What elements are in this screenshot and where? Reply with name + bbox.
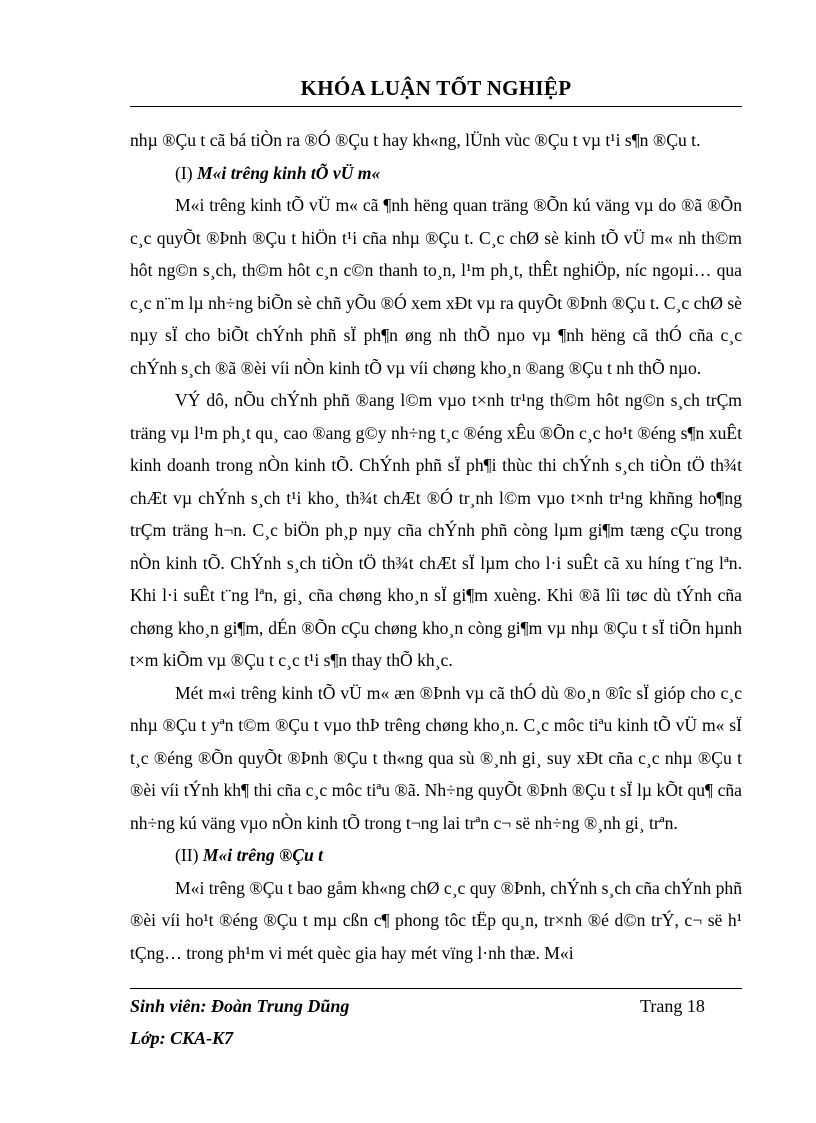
page-header-title: KHÓA LUẬN TỐT NGHIỆP bbox=[300, 76, 572, 100]
paragraph: Mét m«i trêng kinh tÕ vÜ m« æn ®Þnh vµ cã thÓ dù ®o¸n ®îc sÏ gióp cho c¸c nhµ ®Çu t yªn t©m ®Çu t vµo thÞ trêng chøng kho¸n. C¸c môc tiªu kinh tÕ vÜ m« sÏ t¸c ®éng ®Õn quyÕt ®Þnh ®Çu t th«ng qua sù ®¸nh gi¸ suy xÐt cña c¸c nhµ ®Çu t ®èi víi tÝnh kh¶ thi cña c¸c môc tiªu ®ã. Nh÷ng quyÕt ®Þnh ®Çu t sÏ lµ kÕt qu¶ cña nh÷ng kú väng vµo nÒn kinh tÕ trong t¬ng lai trªn c¬ së nh÷ng ®¸nh gi¸ trªn. bbox=[130, 682, 742, 833]
section-title: M«i trêng kinh tÕ vÜ m« bbox=[196, 162, 381, 183]
footer-divider bbox=[130, 988, 742, 989]
document-body bbox=[130, 124, 742, 969]
footer-student-name: Sinh viên: Đoàn Trung Dũng bbox=[130, 996, 350, 1016]
paragraph: M«i trêng ®Çu t bao gåm kh«ng chØ c¸c quy ®Þnh, chÝnh s¸ch cña chÝnh phñ ®èi víi ho¹t ®éng ®Çu t mµ cßn c¶ phong tôc tËp qu¸n, tr×nh ®é d©n trÝ, c¬ së h¹ tÇng… trong ph¹m vi mét quèc gia hay mét vïng l·nh thæ. M«i bbox=[130, 877, 742, 963]
section-heading bbox=[130, 839, 742, 872]
section-title: M«i trêng ®Çu t bbox=[202, 845, 324, 865]
footer-class-name: Lớp: CKA-K7 bbox=[130, 1028, 234, 1048]
header-divider bbox=[130, 106, 742, 107]
section-number: (I) bbox=[175, 162, 197, 183]
section-number: (II) bbox=[175, 845, 203, 865]
paragraph: VÝ dô, nÕu chÝnh phñ ®ang l©m vµo t×nh tr¹ng th©m hôt ng©n s¸ch trÇm träng vµ l¹m ph¸t qu¸ cao ®ang g©y nh÷ng t¸c ®éng xÊu ®Õn c¸c ho¹t ®éng s¶n xuÊt kinh doanh trong nÒn kinh tÕ. ChÝnh phñ sÏ ph¶i thùc thi chÝnh s¸ch tiÒn tÖ th¾t chÆt vµ chÝnh s¸ch t¹i kho¸ th¾t chÆt ®Ó tr¸nh l©m vµo t×nh tr¹ng khñng ho¶ng trÇm träng h¬n. C¸c biÖn ph¸p nµy cña chÝnh phñ còng lµm gi¶m tæng cÇu trong nÒn kinh tÕ. ChÝnh s¸ch tiÒn tÖ th¾t chÆt sÏ lµm cho l·i suÊt cã xu híng t¨ng lªn. Khi l·i suÊt t¨ng lªn, gi¸ cña chøng kho¸n sÏ gi¶m xuèng. Khi ®ã lîi tøc dù tÝnh cña chøng kho¸n gi¶m, dÉn ®Õn cÇu chøng kho¸n còng gi¶m vµ nhµ ®Çu t sÏ tiÕn hµnh t×m kiÕm vµ ®Çu t c¸c t¹i s¶n thay thÕ kh¸c. bbox=[130, 390, 742, 670]
paragraph: M«i trêng kinh tÕ vÜ m« cã ¶nh hëng quan träng ®Õn kú väng vµ do ®ã ®Õn c¸c quyÕt ®Þnh ®Çu t hiÖn t¹i cña nhµ ®Çu t. C¸c chØ sè kinh tÕ vÜ m« nh th©m hôt ng©n s¸ch, th©m hôt c¸n c©n thanh to¸n, l¹m ph¸t, thÊt nghiÖp, níc ngoµi… qua c¸c n¨m lµ nh÷ng biÕn sè chñ yÕu ®Ó xem xÐt vµ ra quyÕt ®Þnh ®Çu t. C¸c chØ sè nµy sÏ cho biÕt chÝnh phñ sÏ ph¶n øng nh thÕ nµo vµ ¶nh hëng cã thÓ cña c¸c chÝnh s¸ch ®ã ®èi víi nÒn kinh tÕ vµ víi chøng kho¸n ®ang ®Çu t nh thÕ nµo. bbox=[130, 195, 742, 378]
section-heading bbox=[130, 157, 742, 190]
paragraph: nhµ ®Çu t cã bá tiÒn ra ®Ó ®Çu t hay kh«ng, lÜnh vùc ®Çu t vµ t¹i s¶n ®Çu t. bbox=[130, 130, 701, 150]
footer-page-number: Trang 18 bbox=[640, 996, 705, 1016]
